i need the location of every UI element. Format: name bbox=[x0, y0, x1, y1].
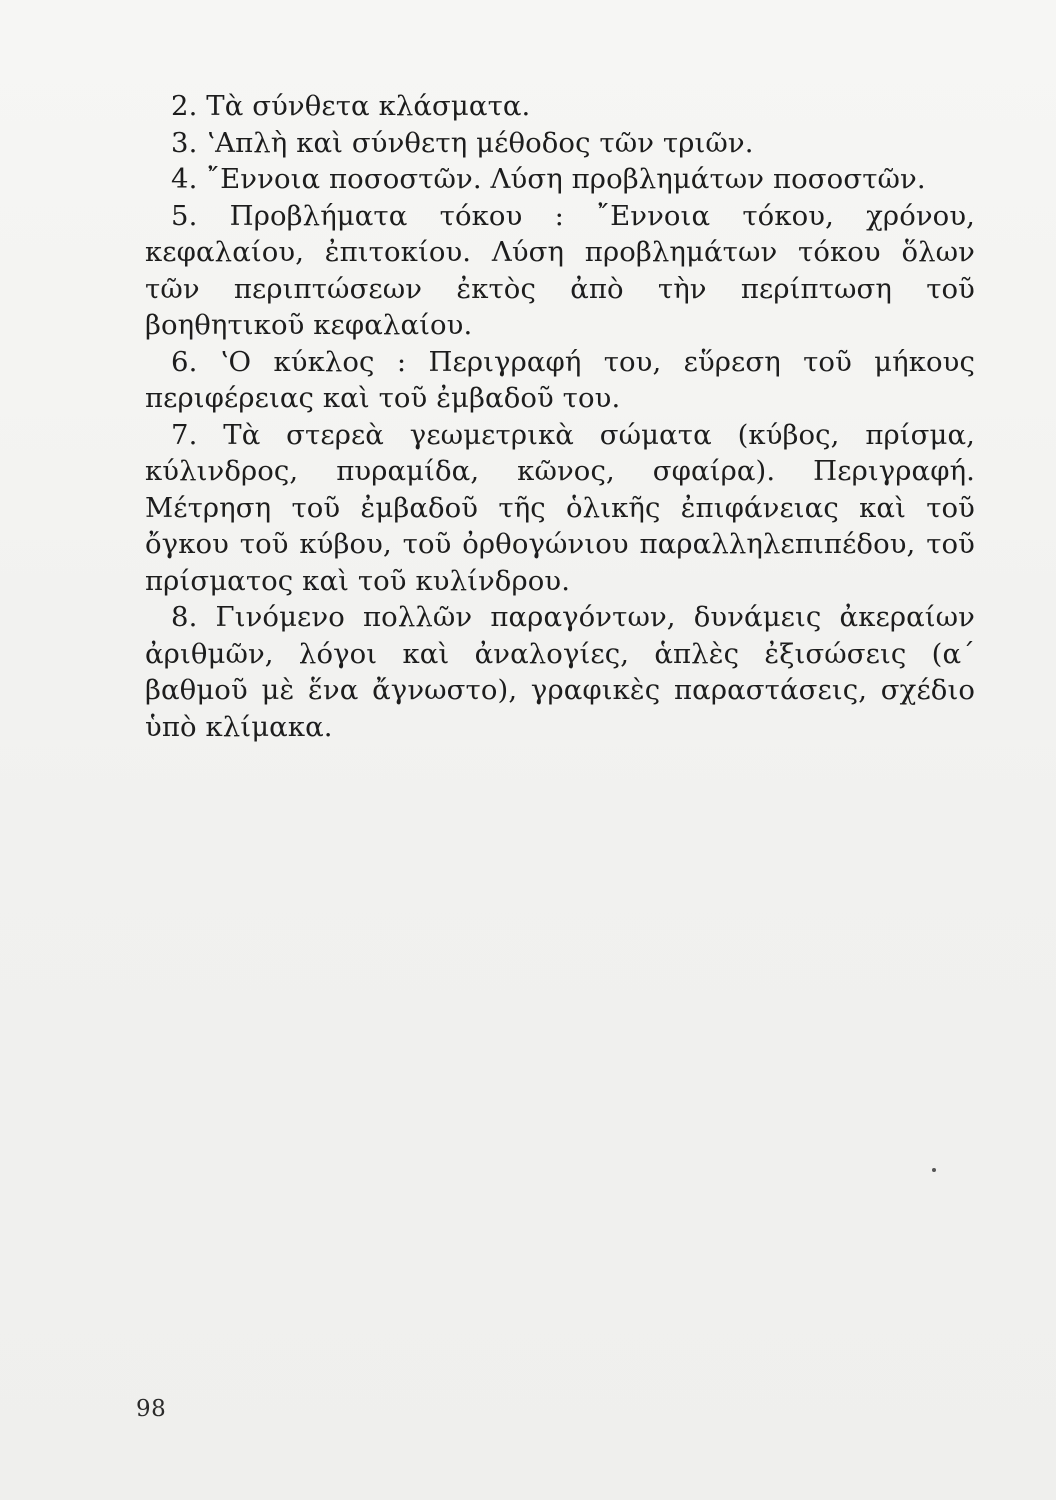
list-item: 6. ʽΟ κύκλος : Περιγραφή του, εὕρεση τοῦ μήκους περιφέρειας καὶ τοῦ ἐμβαδοῦ του. bbox=[145, 345, 975, 414]
list-item: 3. ʽΑπλὴ καὶ σύνθετη μέθοδος τῶν τριῶν. bbox=[171, 126, 754, 159]
curriculum-list bbox=[145, 88, 975, 745]
list-item: 7. Τὰ στερεὰ γεωμετρικὰ σώματα (κύβος, πρίσμα, κύλινδρος, πυραμίδα, κῶνος, σφαίρα). Περιγραφή. Μέτρηση τοῦ ἐμβαδοῦ τῆς ὁλικῆς ἐπιφάνειας καὶ τοῦ ὄγκου τοῦ κύβου, τοῦ ὀρθογώνιου παραλληλεπιπέδου, τοῦ πρίσματος καὶ τοῦ κυλίνδρου. bbox=[145, 418, 975, 597]
list-item: 2. Τὰ σύνθετα κλάσματα. bbox=[171, 90, 531, 122]
list-item: 8. Γινόμενο πολλῶν παραγόντων, δυνάμεις ἀκεραίων ἀριθμῶν, λόγοι καὶ ἀναλογίες, ἁπλὲς ἐξισώσεις (α΄ βαθμοῦ μὲ ἕνα ἄγνωστο), γραφικὲς παραστάσεις, σχέδιο ὑπὸ κλίμακα. bbox=[145, 601, 975, 743]
paper-speck bbox=[932, 1168, 936, 1172]
list-item: 5. Προβλήματα τόκου : ῎Εννοια τόκου, χρόνου, κεφαλαίου, ἐπιτοκίου. Λύση προβλημάτων τόκου ὅλων τῶν περιπτώσεων ἐκτὸς ἀπὸ τὴν περίπτωση τοῦ βοηθητικοῦ κεφαλαίου. bbox=[145, 199, 975, 341]
list-item: 4. ῎Εννοια ποσοστῶν. Λύση προβλημάτων ποσοστῶν. bbox=[171, 163, 926, 195]
page-number: 98 bbox=[136, 1396, 167, 1422]
